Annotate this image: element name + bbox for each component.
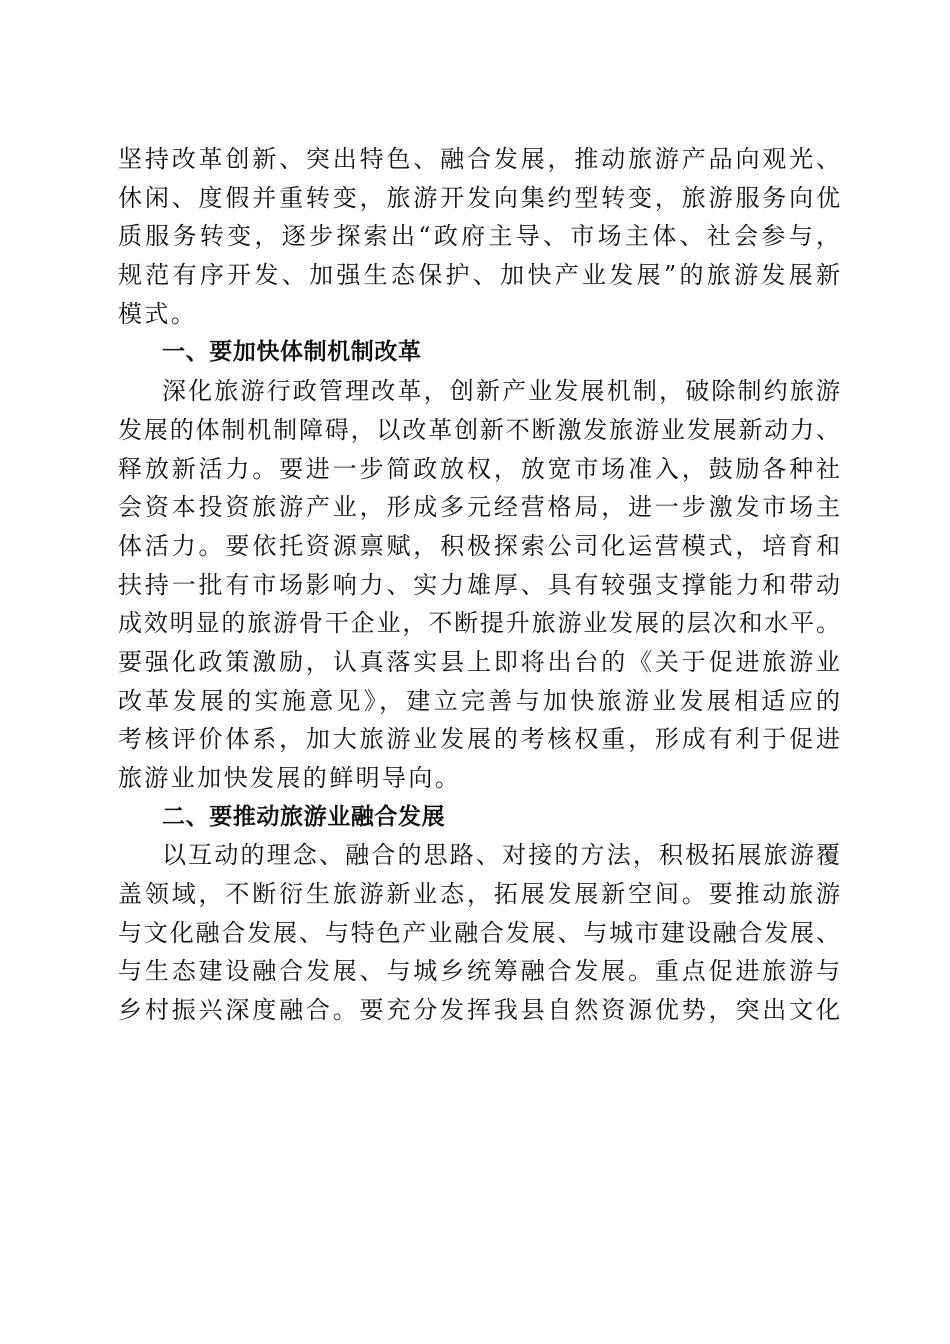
section2-line-5: 乡村振兴深度融合。要充分发挥我县自然资源优势，突出文化 [118,996,840,1025]
section1-line-11: 旅游业加快发展的鲜明导向。 [118,764,462,792]
section1-line-1: 深化旅游行政管理改革，创新产业发展机制，破除制约旅游 [162,377,840,406]
section2-line-1: 以互动的理念、融合的思路、对接的方法，积极拓展旅游覆 [162,841,840,870]
section1-line-4: 会资本投资旅游产业，形成多元经营格局，进一步激发市场主 [118,493,840,522]
intro-line-1: 坚持改革创新、突出特色、融合发展，推动旅游产品向观光、 [118,145,840,173]
section1-line-9: 改革发展的实施意见》，建立完善与加快旅游业发展相适应的 [118,686,840,715]
section2-line-3: 与文化融合发展、与特色产业融合发展、与城市建设融合发展、 [118,918,840,947]
section1-line-6: 扶持一批有市场影响力、实力雄厚、具有较强支撑能力和带动 [118,570,840,599]
document-page [118,140,840,1030]
section2-line-4: 与生态建设融合发展、与城乡统筹融合发展。重点促进旅游与 [118,957,840,986]
section1-line-7: 成效明显的旅游骨干企业，不断提升旅游业发展的层次和水平。 [118,609,840,638]
section1-line-5: 体活力。要依托资源禀赋，积极探索公司化运营模式，培育和 [118,531,840,560]
intro-line-3: 质服务转变，逐步探索出“政府主导、市场主体、社会参与， [118,222,840,251]
intro-line-4: 规范有序开发、加强生态保护、加快产业发展”的旅游发展新 [118,261,840,290]
section2-line-2: 盖领域，不断衍生旅游新业态，拓展发展新空间。要推动旅游 [118,880,840,909]
section1-line-10: 考核评价体系，加大旅游业发展的考核权重，形成有利于促进 [118,725,840,754]
section2-heading: 二、要推动旅游业融合发展 [162,803,446,830]
intro-line-2: 休闲、度假并重转变，旅游开发向集约型转变，旅游服务向优 [118,183,840,212]
section1-line-3: 释放新活力。要进一步简政放权，放宽市场准入，鼓励各种社 [118,454,840,483]
section1-line-2: 发展的体制机制障碍，以改革创新不断激发旅游业发展新动力、 [118,415,840,444]
section1-line-8: 要强化政策激励，认真落实县上即将出台的《关于促进旅游业 [118,647,840,676]
intro-line-5: 模式。 [118,299,198,328]
section1-heading: 一、要加快体制机制改革 [162,339,422,366]
